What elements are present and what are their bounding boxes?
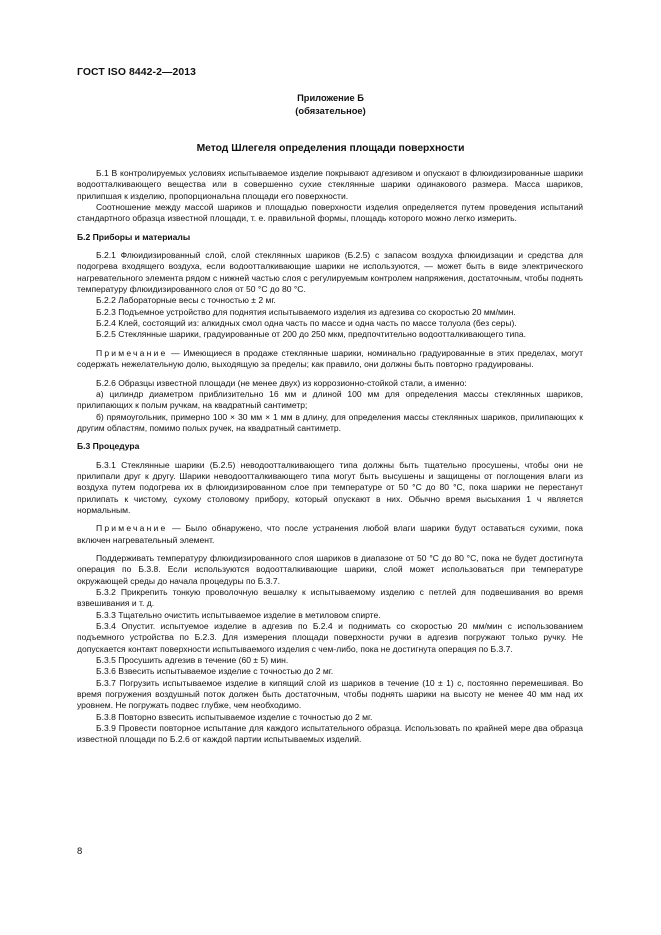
paragraph-b2-2: Б.2.2 Лабораторные весы с точностью ± 2 мг. [96, 295, 276, 306]
paragraph-b3-4: Б.3.4 Опустит. испытуемое изделие в адгезив по Б.2.4 и поднимать со скоростью 20 мм/мин с использованием подъемного устройства по Б.2.3. Для измерения площади поверхности ручки в адгезив погружают только ручку. Не допускается контакт поверхности испытываемого изделия с чем-либо, пока не достигнута операция по Б.3.7. [77, 621, 583, 654]
list-item-a: а) цилиндр диаметром приблизительно 16 мм и длиной 100 мм для определения массы стеклянных шариков, прилипающих к полым ручкам, на квадратный сантиметр; [77, 388, 583, 411]
paragraph-b3-9: Б.3.9 Провести повторное испытание для каждого испытательного образца. Использовать по крайней мере два образца известной площади по Б.2.6 от каждой партии испытываемых изделий. [77, 723, 583, 745]
appendix-status: (обязательное) [295, 106, 366, 116]
document-body [77, 168, 583, 746]
note-label: Примечание [96, 523, 168, 534]
paragraph-b3-3: Б.3.3 Тщательно очистить испытываемое изделие в метиловом спирте. [96, 609, 381, 620]
paragraph-b3-6: Б.3.6 Взвесить испытываемое изделие с точностью до 2 мг. [96, 666, 334, 677]
paragraph-b2-6: Б.2.6 Образцы известной площади (не менее двух) из коррозионно-стойкой стали, а именно: [96, 377, 467, 388]
list-item-b: б) прямоугольник, примерно 100 × 30 мм × 1 мм в длину, для определения массы стеклянных шариков, прилипающих к другим областям, помимо полых ручек, на квадратный сантиметр. [77, 411, 583, 433]
note-b2 [77, 348, 583, 371]
paragraph-b1: Б.1 В контролируемых условиях испытываемое изделие покрывают адгезивом и опускают в флюидизированные шарики водоотталкивающего вещества или в совершенно сухие стеклянные шарики одинакового размера. Масса шариков, прилипшая к изделию, пропорциональна площади его поверхности. [77, 168, 583, 201]
note-b3 [77, 523, 583, 546]
paragraph-b3-8: Б.3.8 Повторно взвесить испытываемое изделие с точностью до 2 мг. [96, 711, 373, 722]
heading-b3: Б.3 Процедура [77, 441, 140, 452]
paragraph-b2-5: Б.2.5 Стеклянные шарики, градуированные от 200 до 250 мкм, предпочтительно водоотталкивающего типа. [96, 329, 527, 340]
note-text: — Было обнаружено, что после устранения любой влаги шарики будут оставаться сухими, пока включен нагревательный элемент. [77, 523, 583, 545]
document-code: ГОСТ ISO 8442-2—2013 [77, 67, 196, 78]
paragraph-b3-5: Б.3.5 Просушить адгезив в течение (60 ± 5) мин. [96, 655, 289, 666]
paragraph-b3-1: Б.3.1 Стеклянные шарики (Б.2.5) неводоотталкивающего типа должны быть тщательно просушены, чтобы они не прилипали друг к другу. Шарики неводоотталкивающего типа могут быть высушены и защищены от поглощения влаги из воздуха путем подогрева их в флюидизированном слое при температуре от 50 °С до 80 °С, пока шарики не перестанут прилипать к чистому, сухому столовому прибору, который опускают в них. Обычно время высыхания 1 ч является нормальным. [77, 459, 583, 515]
section-title: Метод Шлегеля определения площади поверхности [196, 143, 465, 154]
note-label: Примечание [96, 347, 168, 358]
heading-b2: Б.2 Приборы и материалы [77, 231, 191, 242]
paragraph-b3-7: Б.3.7 Погрузить испытываемое изделие в кипящий слой из шариков в течение (10 ± 1) с, постоянно перемешивая. Во время погружения воздушный поток должен быть достаточным, чтобы поднять шарики на высоту не менее 40 мм над их уровнем. Не погружать подвес глубже, чем необходимо. [77, 677, 583, 711]
paragraph-b3-2: Б.3.2 Прикрепить тонкую проволочную вешалку к испытываемому изделию с петлей для подвешивания во время взвешивания и т. д. [77, 587, 583, 609]
paragraph-b2-3: Б.2.3 Подъемное устройство для поднятия испытываемого изделия из адгезива со скоростью 20 мм/мин. [96, 306, 516, 317]
paragraph-temperature: Поддерживать температуру флюидизированного слоя шариков в диапазоне от 50 °С до 80 °С, пока не будет достигнута операция по Б.3.8. Если используются водоотталкивающие шарики, слой может использоваться при температуре окружающей среды до начала процедуры по Б.3.7. [77, 552, 583, 586]
note-text: — Имеющиеся в продаже стеклянные шарики, номинально градуированные в этих пределах, могут содержать нежелательную долю, выходящую за пределы; как правило, они должны быть повторно градуированы. [77, 347, 583, 370]
appendix-label: Приложение Б [297, 93, 364, 103]
paragraph-b2-1: Б.2.1 Флюидизированный слой, слой стеклянных шариков (Б.2.5) с запасом воздуха флюидизации и средства для подогрева входящего воздуха, если водоотталкивающие шарики не используются, — может быть в виде электрического нагревательного элемента рядом с нижней частью слоя с регулируемым контролем напряжения, достаточным, чтобы поднять температуру флюидизированного слоя от 50 °С до 80 °С. [77, 250, 583, 295]
paragraph-b2-4: Б.2.4 Клей, состоящий из: алкидных смол одна часть по массе и одна часть по массе толуола (без серы). [96, 318, 517, 329]
page-number: 8 [77, 846, 83, 857]
paragraph-ratio: Соотношение между массой шариков и площадью поверхности изделия определяется путем проведения испытаний стандартного образца известной площади, т. е. правильной формы, площадь которого можно легко измерить. [77, 202, 583, 224]
